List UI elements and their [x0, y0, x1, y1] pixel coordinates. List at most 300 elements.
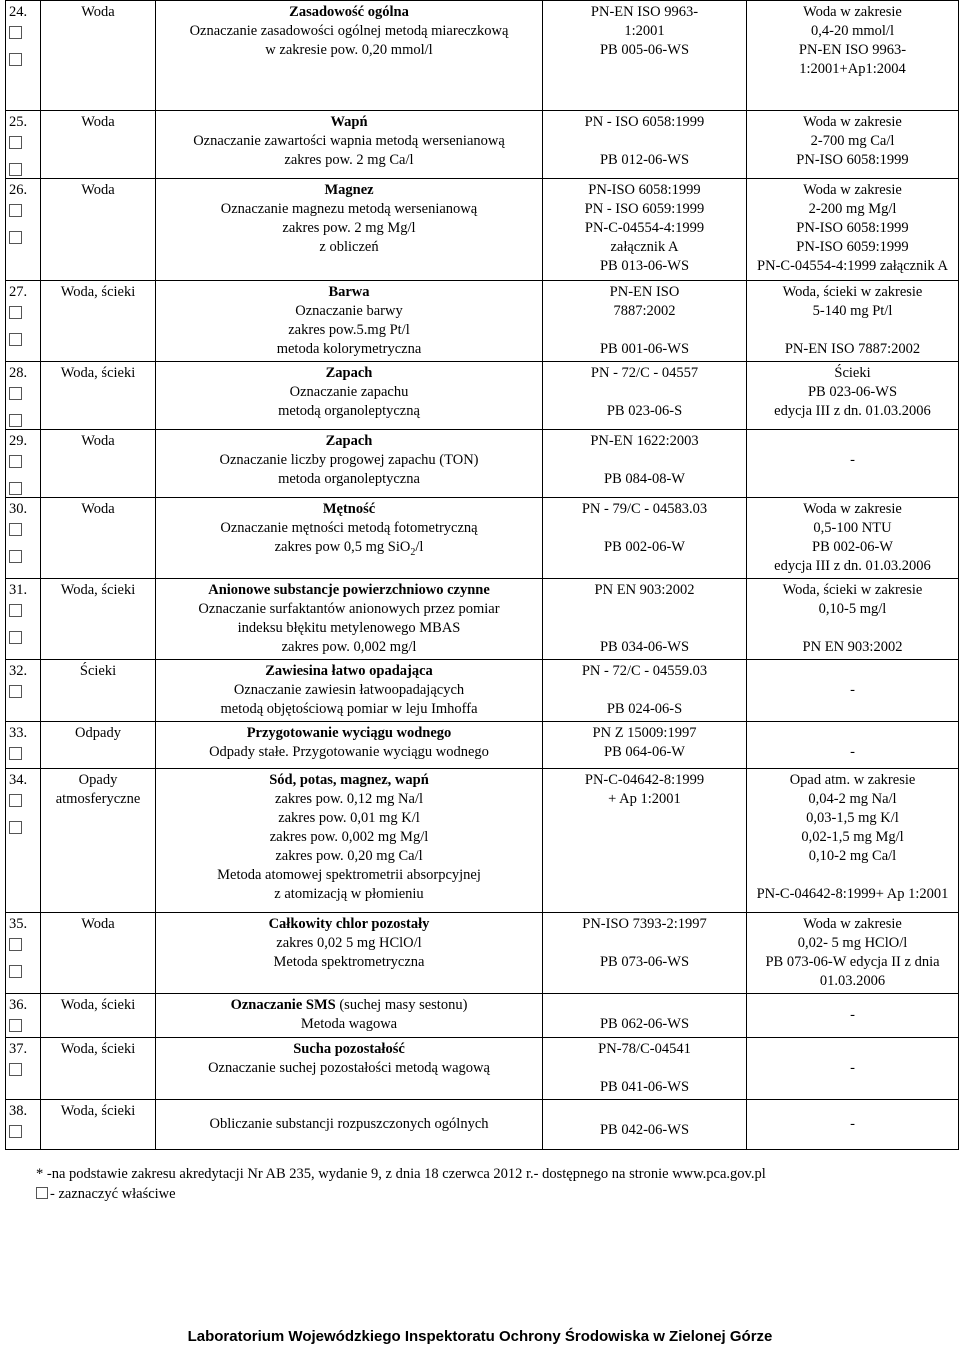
norm-cell [543, 1, 747, 111]
table-row [6, 281, 959, 362]
select-checkbox[interactable] [9, 821, 22, 834]
norm-line: PN - 72/C - 04559.03 [581, 663, 708, 679]
select-checkbox[interactable] [9, 333, 22, 346]
scope-line: Ścieki [834, 365, 871, 381]
method-cell [156, 769, 543, 913]
scope-line: PN-C-04554-4:1999 załącznik A [757, 258, 948, 274]
matrix-cell [41, 1100, 156, 1150]
norm-line: PN-EN 1622:2003 [590, 433, 699, 449]
matrix-label: Woda [81, 916, 115, 932]
scope-line [750, 866, 955, 885]
method-line: Oznaczanie suchej pozostałości metodą wagową [208, 1060, 490, 1076]
norm-line: PB 012-06-WS [599, 152, 690, 168]
norm-line [546, 681, 743, 700]
norm-line: PN - ISO 6059:1999 [584, 201, 705, 217]
select-checkbox[interactable] [9, 1019, 22, 1032]
method-line: zakres pow. 0,20 mg Ca/l [275, 848, 423, 864]
method-cell [156, 362, 543, 430]
method-cell [156, 913, 543, 994]
norm-line: PB 013-06-WS [599, 258, 690, 274]
norm-line: PB 005-06-WS [599, 42, 690, 58]
method-line: indeksu błękitu metylenowego MBAS [237, 620, 461, 636]
method-line: w zakresie pow. 0,20 mmol/l [265, 42, 433, 58]
norm-line [546, 996, 743, 1015]
scope-line [750, 321, 955, 340]
method-line: Oznaczanie barwy [295, 303, 403, 319]
scope-cell [747, 1, 959, 111]
matrix-label: Woda [81, 433, 115, 449]
select-checkbox[interactable] [9, 523, 22, 536]
method-title [159, 500, 539, 519]
select-checkbox[interactable] [9, 163, 22, 176]
norm-line: PB 002-06-W [604, 539, 685, 555]
method-line: zakres pow. 0,12 mg Na/l [274, 791, 424, 807]
method-cell [156, 1, 543, 111]
table-row [6, 498, 959, 579]
matrix-cell [41, 994, 156, 1038]
scope-line: PB 002-06-W [812, 539, 893, 555]
method-line: metodą organoleptyczną [278, 403, 420, 419]
method-title-text: Mętność [322, 501, 376, 517]
row-number-cell [6, 994, 41, 1038]
scope-cell [747, 1100, 959, 1150]
norm-line: PB 042-06-WS [599, 1122, 690, 1138]
select-checkbox[interactable] [9, 136, 22, 149]
norm-line: PN-C-04642-8:1999 [584, 772, 705, 788]
norm-line [546, 321, 743, 340]
scope-line: PN-EN ISO 7887:2002 [784, 341, 921, 357]
method-title-text: Magnez [324, 182, 374, 198]
scope-line: 0,03-1,5 mg K/l [806, 810, 899, 826]
scope-cell [747, 1038, 959, 1100]
scope-cell [747, 430, 959, 498]
scope-line: Woda w zakresie [803, 114, 902, 130]
scope-line: Woda w zakresie [803, 182, 902, 198]
select-checkbox[interactable] [9, 965, 22, 978]
norm-cell [543, 722, 747, 769]
method-line: zakres 0,02 5 mg HClO/l [276, 935, 422, 951]
method-line: zakres pow. 0,002 mg/l [281, 639, 417, 655]
select-checkbox[interactable] [9, 747, 22, 760]
method-line: zakres pow. 0,002 mg Mg/l [269, 829, 429, 845]
footnote-accreditation: * -na podstawie zakresu akredytacji Nr AB 235, wydanie 9, z dnia 18 czerwca 2012 r.- dostępnego na stronie www.pca.gov.pl [36, 1166, 766, 1182]
matrix-cell [41, 430, 156, 498]
scope-line: PB 073-06-W edycja II z dnia [765, 954, 940, 970]
scope-line [750, 662, 955, 681]
method-line: metoda kolorymetryczna [276, 341, 422, 357]
scope-line: PN-EN ISO 9963- [798, 42, 907, 58]
row-number-cell [6, 430, 41, 498]
method-line: Obliczanie substancji rozpuszczonych ogólnych [209, 1116, 489, 1132]
method-line: Oznaczanie zapachu [289, 384, 409, 400]
scope-line: 2-700 mg Ca/l [810, 133, 895, 149]
scope-cell [747, 769, 959, 913]
matrix-cell [41, 498, 156, 579]
row-number-cell [6, 498, 41, 579]
norm-line: PN - 72/C - 04557 [590, 365, 699, 381]
row-number: 36. [9, 997, 28, 1013]
row-number: 24. [9, 4, 28, 20]
scope-line: Woda, ścieki w zakresie [782, 284, 923, 300]
method-title [159, 771, 539, 790]
method-range-unit: /l [415, 539, 424, 555]
scope-line: edycja III z dn. 01.03.2006 [774, 403, 931, 419]
select-checkbox[interactable] [9, 631, 22, 644]
select-checkbox[interactable] [9, 455, 22, 468]
scope-line: PN-ISO 6058:1999 [796, 220, 909, 236]
row-number: 30. [9, 501, 28, 517]
table-row [6, 1100, 959, 1150]
scope-line: 0,4-20 mmol/l [811, 23, 894, 39]
method-title-text: Zapach [325, 365, 373, 381]
scope-cell [747, 498, 959, 579]
norm-cell [543, 498, 747, 579]
method-cell [156, 281, 543, 362]
scope-line: 01.03.2006 [819, 973, 886, 989]
norm-cell [543, 179, 747, 281]
norm-line: PN-EN ISO [609, 284, 680, 300]
select-checkbox[interactable] [9, 26, 22, 39]
norm-line: PB 073-06-WS [599, 954, 690, 970]
matrix-cell [41, 111, 156, 179]
method-line: z atomizacją w płomieniu [274, 886, 424, 902]
method-title [159, 3, 539, 22]
norm-line [546, 1059, 743, 1078]
method-line: Oznaczanie zawartości wapnia metodą wersenianową [193, 133, 505, 149]
row-number-cell [6, 1038, 41, 1100]
row-number-cell [6, 1, 41, 111]
scope-line: 0,02- 5 mg HClO/l [797, 935, 908, 951]
method-title-text: Sucha pozostałość [293, 1041, 405, 1057]
row-number-cell [6, 579, 41, 660]
norm-line: 7887:2002 [613, 303, 676, 319]
norm-line: PB 084-08-W [604, 471, 685, 487]
scope-line: Woda w zakresie [803, 916, 902, 932]
row-number-cell [6, 362, 41, 430]
norm-cell [543, 430, 747, 498]
scope-cell [747, 179, 959, 281]
matrix-label: Woda [81, 182, 115, 198]
matrix-cell [41, 579, 156, 660]
method-title-text: Zapach [325, 433, 373, 449]
page-footer: Laboratorium Wojewódzkiego Inspektoratu Ochrony Środowiska w Zielonej Górze [187, 1328, 773, 1345]
table-row [6, 1, 959, 111]
scope-cell [747, 111, 959, 179]
scope-line: - [850, 452, 855, 468]
row-number: 34. [9, 772, 28, 788]
row-number-cell [6, 913, 41, 994]
norm-line: PB 034-06-WS [599, 639, 690, 655]
method-line: Metoda wagowa [300, 1016, 398, 1032]
table-row [6, 913, 959, 994]
scope-line: 2-200 mg Mg/l [808, 201, 897, 217]
table-row [6, 430, 959, 498]
scope-line [750, 432, 955, 451]
method-title [159, 432, 539, 451]
scope-line: PB 023-06-WS [807, 384, 898, 400]
norm-line: PN-C-04554-4:1999 [584, 220, 705, 236]
method-range-text: zakres pow 0,5 mg SiO [274, 539, 411, 555]
method-cell [156, 579, 543, 660]
checkbox-icon [36, 1187, 48, 1199]
matrix-label: Woda, ścieki [60, 1103, 136, 1119]
table-row [6, 722, 959, 769]
method-title-text: Sód, potas, magnez, wapń [269, 772, 429, 788]
norm-cell [543, 362, 747, 430]
scope-line: 0,02-1,5 mg Mg/l [801, 829, 904, 845]
method-line: zakres pow. 2 mg Mg/l [282, 220, 416, 236]
norm-line [546, 1102, 743, 1121]
row-number: 29. [9, 433, 28, 449]
norm-line: PN Z 15009:1997 [592, 725, 697, 741]
scope-line: 0,04-2 mg Na/l [808, 791, 897, 807]
method-title [159, 915, 539, 934]
method-title-text: Całkowity chlor pozostały [268, 916, 430, 932]
method-cell [156, 660, 543, 722]
row-number-cell [6, 111, 41, 179]
method-title-text: Barwa [328, 284, 370, 300]
method-title [159, 181, 539, 200]
table-row [6, 179, 959, 281]
norm-cell [543, 281, 747, 362]
method-line: Oznaczanie mętności metodą fotometryczną [220, 520, 478, 536]
scope-line: PN EN 903:2002 [802, 639, 903, 655]
norm-line: PN - 79/C - 04583.03 [581, 501, 708, 517]
norm-cell [543, 994, 747, 1038]
method-line: Odpady stałe. Przygotowanie wyciągu wodnego [209, 744, 489, 760]
norm-cell [543, 111, 747, 179]
row-number: 37. [9, 1041, 28, 1057]
row-number: 26. [9, 182, 28, 198]
select-checkbox[interactable] [9, 685, 22, 698]
select-checkbox[interactable] [9, 938, 22, 951]
norm-line: PB 041-06-WS [599, 1079, 690, 1095]
method-line: Oznaczanie liczby progowej zapachu (TON) [219, 452, 479, 468]
table-row [6, 362, 959, 430]
row-number: 38. [9, 1103, 28, 1119]
norm-line: 1:2001 [624, 23, 665, 39]
scope-cell [747, 660, 959, 722]
scope-line: PN-ISO 6058:1999 [796, 152, 909, 168]
scope-line: - [850, 682, 855, 698]
matrix-label: Woda, ścieki [60, 997, 136, 1013]
scope-line: 0,10-5 mg/l [818, 601, 887, 617]
method-cell [156, 111, 543, 179]
select-checkbox[interactable] [9, 1125, 22, 1138]
scope-cell [747, 913, 959, 994]
norm-line: PB 062-06-WS [599, 1016, 690, 1032]
method-title [159, 724, 539, 743]
method-title [159, 996, 539, 1015]
matrix-cell [41, 1038, 156, 1100]
method-line: metodą objętościową pomiar w leju Imhoffa [220, 701, 478, 717]
method-line: Metoda atomowej spektrometrii absorpcyjnej [217, 867, 481, 883]
matrix-cell [41, 1, 156, 111]
norm-line: PN-ISO 6058:1999 [588, 182, 701, 198]
matrix-cell [41, 179, 156, 281]
method-cell [156, 722, 543, 769]
scope-cell [747, 722, 959, 769]
table-row [6, 994, 959, 1038]
method-title [159, 662, 539, 681]
scope-line [750, 619, 955, 638]
scope-line: PN-C-04642-8:1999+ Ap 1:2001 [756, 886, 949, 902]
select-checkbox[interactable] [9, 204, 22, 217]
scope-line: 0,5-100 NTU [813, 520, 892, 536]
method-line: Oznaczanie magnezu metodą wersenianową [220, 201, 478, 217]
norm-line: PN EN 903:2002 [594, 582, 695, 598]
method-line: z obliczeń [319, 239, 379, 255]
row-number: 25. [9, 114, 28, 130]
row-number: 28. [9, 365, 28, 381]
row-number-cell [6, 179, 41, 281]
row-number-cell [6, 1100, 41, 1150]
norm-line: PN - ISO 6058:1999 [584, 114, 705, 130]
norm-cell [543, 1100, 747, 1150]
method-cell [156, 1100, 543, 1150]
norm-line: załącznik A [610, 239, 679, 255]
scope-line: Woda, ścieki w zakresie [782, 582, 923, 598]
methods-table [5, 0, 959, 1150]
row-number-cell [6, 769, 41, 913]
matrix-label: Woda [81, 4, 115, 20]
norm-line [546, 619, 743, 638]
select-checkbox[interactable] [9, 794, 22, 807]
method-cell [156, 430, 543, 498]
method-line: Oznaczanie zasadowości ogólnej metodą miareczkową [189, 23, 509, 39]
method-title [159, 364, 539, 383]
scope-line: edycja III z dn. 01.03.2006 [774, 558, 931, 574]
scope-line: Opad atm. w zakresie [789, 772, 916, 788]
norm-line: PN-ISO 7393-2:1997 [582, 916, 707, 932]
row-number: 32. [9, 663, 28, 679]
matrix-label: Woda, ścieki [60, 582, 136, 598]
method-title-text: Zawiesina łatwo opadająca [265, 663, 433, 679]
row-number-cell [6, 722, 41, 769]
norm-line [546, 600, 743, 619]
norm-line [546, 383, 743, 402]
select-checkbox[interactable] [9, 414, 22, 427]
matrix-cell [41, 769, 156, 913]
norm-line [546, 519, 743, 538]
method-line: zakres pow. 2 mg Ca/l [284, 152, 414, 168]
scope-line: Woda w zakresie [803, 4, 902, 20]
norm-line: + Ap 1:2001 [608, 791, 681, 807]
method-title-text: Wapń [330, 114, 368, 130]
scope-line: Woda w zakresie [803, 501, 902, 517]
method-title [159, 113, 539, 132]
select-checkbox[interactable] [9, 604, 22, 617]
scope-cell [747, 579, 959, 660]
method-title [159, 283, 539, 302]
row-number-cell [6, 281, 41, 362]
method-cell [156, 498, 543, 579]
select-checkbox[interactable] [9, 231, 22, 244]
method-title-text: Zasadowość ogólna [289, 4, 409, 20]
row-number: 31. [9, 582, 28, 598]
table-row [6, 769, 959, 913]
norm-line: PB 023-06-S [606, 403, 683, 419]
scope-cell [747, 362, 959, 430]
scope-line: 5-140 mg Pt/l [812, 303, 893, 319]
select-checkbox[interactable] [9, 387, 22, 400]
method-cell [156, 994, 543, 1038]
scope-line: 1:2001+Ap1:2004 [799, 61, 906, 77]
method-title-tail: (suchej masy sestonu) [335, 997, 468, 1013]
norm-line: PN-78/C-04541 [598, 1041, 691, 1057]
scope-line: PN-ISO 6059:1999 [796, 239, 909, 255]
table-row [6, 1038, 959, 1100]
method-title-text: Anionowe substancje powierzchniowo czynne [208, 582, 490, 598]
table-row [6, 660, 959, 722]
norm-cell [543, 913, 747, 994]
method-line: zakres pow.5.mg Pt/l [288, 322, 410, 338]
row-number: 33. [9, 725, 28, 741]
norm-line: PN-EN ISO 9963- [590, 4, 699, 20]
method-line: Oznaczanie surfaktantów anionowych przez pomiar [198, 601, 500, 617]
scope-cell [747, 281, 959, 362]
method-cell [156, 1038, 543, 1100]
matrix-label: Woda, ścieki [60, 1041, 136, 1057]
scope-line: - [850, 744, 855, 760]
method-title [159, 581, 539, 600]
scope-line [750, 724, 955, 743]
matrix-cell [41, 281, 156, 362]
method-line: metoda organoleptyczna [278, 471, 420, 487]
scope-line: - [850, 1007, 855, 1023]
method-range-line [159, 538, 539, 557]
norm-line: PB 024-06-S [606, 701, 683, 717]
matrix-label: Woda, ścieki [60, 365, 136, 381]
norm-line: PB 001-06-WS [599, 341, 690, 357]
select-checkbox[interactable] [9, 306, 22, 319]
subscript: 2 [410, 546, 416, 558]
matrix-label: Odpady [75, 725, 121, 741]
norm-line [546, 451, 743, 470]
select-checkbox[interactable] [9, 482, 22, 495]
norm-cell [543, 769, 747, 913]
row-number-cell [6, 660, 41, 722]
method-title-text: Oznaczanie SMS [230, 997, 336, 1013]
table-row [6, 111, 959, 179]
row-number: 27. [9, 284, 28, 300]
method-line: Metoda spektrometryczna [273, 954, 425, 970]
matrix-label: Woda [81, 114, 115, 130]
select-checkbox[interactable] [9, 550, 22, 563]
matrix-cell [41, 913, 156, 994]
matrix-label: Ścieki [79, 663, 117, 679]
method-line: Oznaczanie zawiesin łatwoopadających [233, 682, 465, 698]
matrix-cell [41, 660, 156, 722]
scope-line: - [850, 1060, 855, 1076]
matrix-label: Woda, ścieki [60, 284, 136, 300]
norm-cell [543, 1038, 747, 1100]
norm-cell [543, 579, 747, 660]
method-title [159, 1040, 539, 1059]
select-checkbox[interactable] [9, 53, 22, 66]
scope-line: 0,10-2 mg Ca/l [808, 848, 897, 864]
select-checkbox[interactable] [9, 1063, 22, 1076]
scope-cell [747, 994, 959, 1038]
matrix-label: Woda [81, 501, 115, 517]
table-row [6, 579, 959, 660]
footnote-checkbox-text: - zaznaczyć właściwe [50, 1186, 176, 1202]
method-cell [156, 179, 543, 281]
footnotes [36, 1164, 766, 1204]
norm-line: PB 064-06-W [604, 744, 685, 760]
norm-line [546, 934, 743, 953]
row-number: 35. [9, 916, 28, 932]
